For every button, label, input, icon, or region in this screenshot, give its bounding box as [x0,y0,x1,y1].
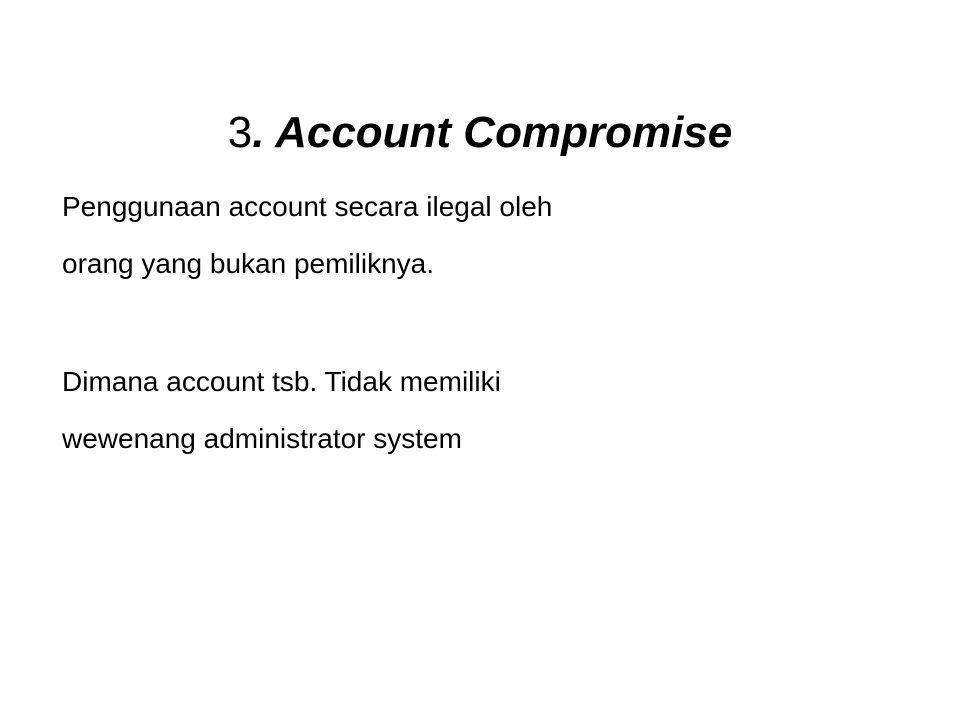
body-line: Dimana account tsb. Tidak memiliki [62,366,501,397]
body-line: orang yang bukan pemiliknya. [62,248,435,279]
title-topic: . Account Compromise [252,108,733,158]
body-line: Penggunaan account secara ilegal oleh [62,191,553,222]
paragraph-spacer [62,292,922,353]
body-line: wewenang administrator system [62,423,462,454]
title-number: 3 [227,108,253,158]
paragraph-detail [62,353,922,467]
slide-body [62,178,922,467]
slide-title [0,103,960,163]
paragraph-definition [62,178,922,292]
